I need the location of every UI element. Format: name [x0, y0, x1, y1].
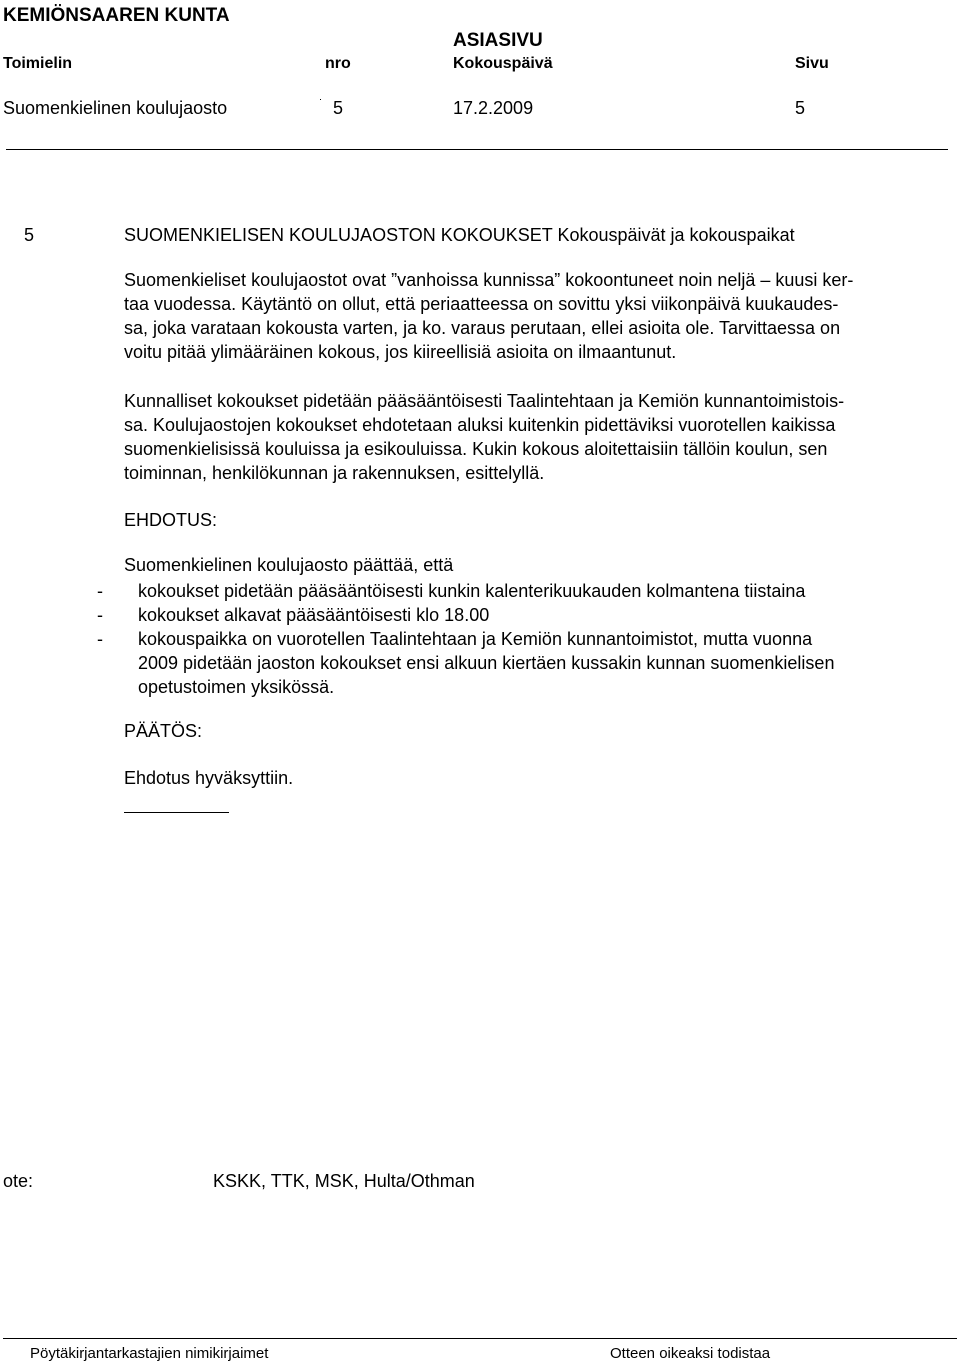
municipality-name: KEMIÖNSAAREN KUNTA: [3, 5, 230, 26]
paragraph-line: toiminnan, henkilökunnan ja rakennuksen, esittelyllä.: [124, 463, 545, 483]
paragraph-line: sa, joka varataan kokousta varten, ja ko. varaus perutaan, ellei asioita ole. Tarvittaessa on: [124, 318, 841, 338]
paragraph-line: sa. Koulujaostojen kokoukset ehdotetaan aluksi kuitenkin pidettäviksi vuorotellen kaikissa: [124, 415, 836, 435]
footer-rule: [3, 1338, 957, 1339]
number-value: 5: [333, 98, 344, 118]
footer-initials-label: Pöytäkirjantarkastajien nimikirjaimet: [30, 1345, 269, 1362]
decision-text: Ehdotus hyväksyttiin.: [124, 768, 294, 788]
section-title: SUOMENKIELISEN KOULUJAOSTON KOKOUKSET Kokouspäivät ja kokouspaikat: [124, 225, 795, 245]
page-value: 5: [795, 98, 806, 118]
list-item-line: kokoukset pidetään pääsääntöisesti kunkin kalenterikuukauden kolmantena tiistaina: [138, 581, 806, 601]
body-value: Suomenkielinen koulujaosto: [3, 98, 228, 118]
date-column-label: Kokouspäivä: [453, 55, 553, 72]
header-rule: [6, 149, 948, 150]
number-column-label: nro: [325, 55, 351, 72]
list-item-line: kokoukset alkavat pääsääntöisesti klo 18.00: [138, 605, 490, 625]
decision-label: PÄÄTÖS:: [124, 721, 203, 741]
paragraph-line: Kunnalliset kokoukset pidetään pääsääntöisesti Taalintehtaan ja Kemiön kunnantoimistois-: [124, 391, 845, 411]
date-value: 17.2.2009: [453, 98, 534, 118]
list-item-line: kokouspaikka on vuorotellen Taalintehtaan ja Kemiön kunnantoimistot, mutta vuonna: [138, 629, 813, 649]
excerpt-label: ote:: [3, 1171, 34, 1191]
section-mark: [320, 99, 321, 100]
list-item: [138, 627, 834, 699]
list-item-line: 2009 pidetään jaoston kokoukset ensi alkuun kiertäen kussakin kunnan suomenkielisen: [138, 653, 835, 673]
paragraph-line: Suomenkieliset koulujaostot ovat ”vanhoissa kunnissa” kokoontuneet noin neljä – kuusi ker-: [124, 270, 854, 290]
paragraph-meeting-locations: [124, 389, 950, 485]
paragraph-line: taa vuodessa. Käytäntö on ollut, että periaatteessa on sovittu yksi viikonpäivä kuukaudes-: [124, 294, 839, 314]
paragraph-meeting-frequency: [124, 268, 950, 364]
proposal-label: EHDOTUS:: [124, 510, 218, 530]
paragraph-line: suomenkielisissä kouluissa ja esikouluissa. Kukin kokous aloitettaisiin tällöin koulun, sen: [124, 439, 828, 459]
footer-certify-label: Otteen oikeaksi todistaa: [610, 1345, 771, 1362]
document-type: ASIASIVU: [453, 30, 543, 51]
section-number: 5: [24, 225, 35, 245]
bullet-marker: -: [97, 605, 103, 625]
page-column-label: Sivu: [795, 55, 829, 72]
decision-intro: Suomenkielinen koulujaosto päättää, että: [124, 555, 454, 575]
list-item: [138, 603, 489, 627]
paragraph-line: voitu pitää ylimääräinen kokous, jos kiireellisiä asioita on ilmaantunut.: [124, 342, 677, 362]
bullet-marker: -: [97, 581, 103, 601]
list-item-line: opetustoimen yksikössä.: [138, 677, 335, 697]
end-rule: [124, 812, 229, 813]
body-column-label: Toimielin: [3, 55, 73, 72]
bullet-marker: -: [97, 629, 103, 649]
excerpt-recipients: KSKK, TTK, MSK, Hulta/Othman: [213, 1171, 475, 1191]
list-item: [138, 579, 805, 603]
